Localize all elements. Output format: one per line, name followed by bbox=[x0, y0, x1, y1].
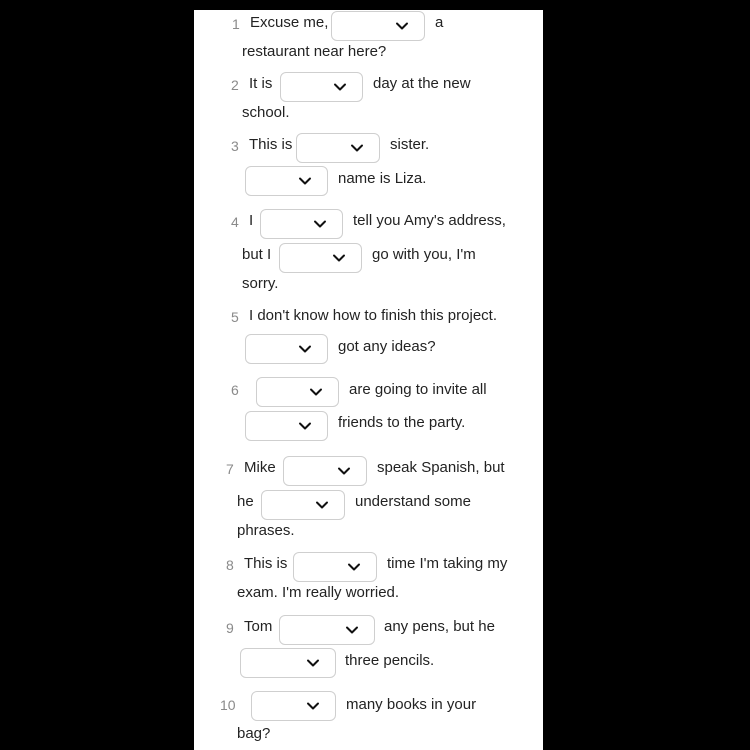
answer-dropdown[interactable] bbox=[279, 243, 362, 273]
item-number: 9 bbox=[226, 620, 234, 636]
answer-dropdown[interactable] bbox=[293, 552, 377, 582]
item-text: It is bbox=[249, 75, 273, 92]
item-text: three pencils. bbox=[345, 652, 435, 669]
chevron-down-icon bbox=[331, 250, 347, 266]
answer-dropdown[interactable] bbox=[251, 691, 336, 721]
item-text: got any ideas? bbox=[338, 338, 436, 355]
item-text: are going to invite all bbox=[349, 381, 487, 398]
item-number: 8 bbox=[226, 557, 234, 573]
item-text: phrases. bbox=[237, 522, 295, 539]
item-text: sister. bbox=[390, 136, 430, 153]
chevron-down-icon bbox=[349, 140, 365, 156]
item-number: 1 bbox=[232, 16, 240, 32]
item-number: 3 bbox=[231, 138, 239, 154]
answer-dropdown[interactable] bbox=[296, 133, 380, 163]
item-text: friends to the party. bbox=[338, 414, 466, 431]
chevron-down-icon bbox=[308, 384, 324, 400]
item-text: Mike bbox=[244, 459, 276, 476]
item-number: 5 bbox=[231, 309, 239, 325]
chevron-down-icon bbox=[336, 463, 352, 479]
item-text: I bbox=[249, 212, 254, 229]
item-text: This is bbox=[249, 136, 293, 153]
chevron-down-icon bbox=[332, 79, 348, 95]
item-text: time I'm taking my bbox=[387, 555, 508, 572]
item-text: he bbox=[237, 493, 254, 510]
item-text: Tom bbox=[244, 618, 273, 635]
chevron-down-icon bbox=[297, 418, 313, 434]
answer-dropdown[interactable] bbox=[331, 11, 425, 41]
chevron-down-icon bbox=[297, 341, 313, 357]
answer-dropdown[interactable] bbox=[260, 209, 343, 239]
item-number: 2 bbox=[231, 77, 239, 93]
answer-dropdown[interactable] bbox=[245, 166, 328, 196]
item-text: but I bbox=[242, 246, 272, 263]
item-text: a bbox=[435, 14, 444, 31]
answer-dropdown[interactable] bbox=[245, 334, 328, 364]
chevron-down-icon bbox=[312, 216, 328, 232]
item-number: 7 bbox=[226, 461, 234, 477]
item-number: 10 bbox=[220, 697, 236, 713]
exercise-panel bbox=[194, 10, 543, 750]
chevron-down-icon bbox=[305, 655, 321, 671]
item-text: tell you Amy's address, bbox=[353, 212, 506, 229]
chevron-down-icon bbox=[314, 497, 330, 513]
item-text: understand some bbox=[355, 493, 471, 510]
item-text: school. bbox=[242, 104, 290, 121]
item-text: bag? bbox=[237, 725, 271, 742]
chevron-down-icon bbox=[305, 698, 321, 714]
item-number: 4 bbox=[231, 214, 239, 230]
answer-dropdown[interactable] bbox=[279, 615, 375, 645]
item-text: I don't know how to finish this project. bbox=[249, 307, 497, 324]
item-text: day at the new bbox=[373, 75, 471, 92]
item-number: 6 bbox=[231, 382, 239, 398]
item-text: any pens, but he bbox=[384, 618, 495, 635]
answer-dropdown[interactable] bbox=[283, 456, 367, 486]
answer-dropdown[interactable] bbox=[261, 490, 345, 520]
answer-dropdown[interactable] bbox=[240, 648, 336, 678]
item-text: exam. I'm really worried. bbox=[237, 584, 400, 601]
item-text: name is Liza. bbox=[338, 170, 427, 187]
item-text: sorry. bbox=[242, 275, 279, 292]
chevron-down-icon bbox=[344, 622, 360, 638]
item-text: Excuse me, bbox=[250, 14, 329, 31]
chevron-down-icon bbox=[297, 173, 313, 189]
item-text: This is bbox=[244, 555, 288, 572]
item-text: restaurant near here? bbox=[242, 43, 387, 60]
chevron-down-icon bbox=[394, 18, 410, 34]
chevron-down-icon bbox=[346, 559, 362, 575]
item-text: speak Spanish, but bbox=[377, 459, 505, 476]
item-text: go with you, I'm bbox=[372, 246, 476, 263]
item-text: many books in your bbox=[346, 696, 477, 713]
answer-dropdown[interactable] bbox=[256, 377, 339, 407]
answer-dropdown[interactable] bbox=[245, 411, 328, 441]
answer-dropdown[interactable] bbox=[280, 72, 363, 102]
